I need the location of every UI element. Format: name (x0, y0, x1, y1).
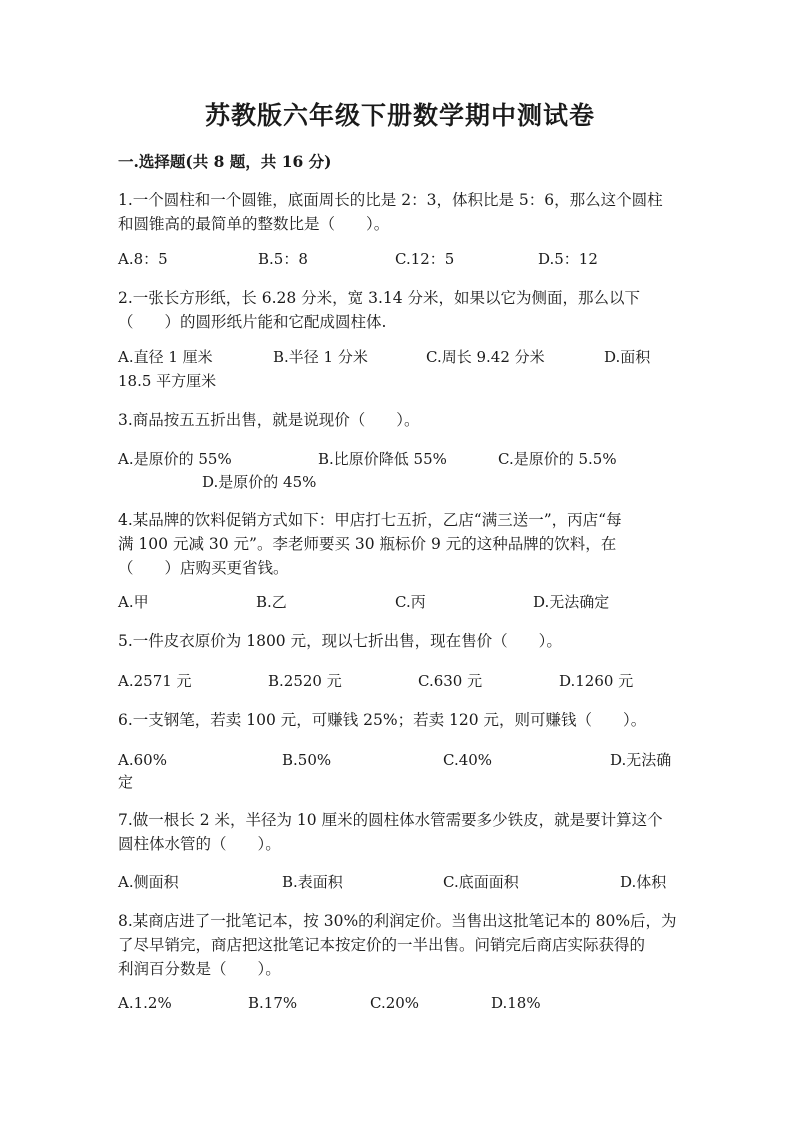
option-c[interactable]: C.是原价的 5.5% (498, 450, 617, 468)
question-5 (118, 629, 688, 653)
option-a[interactable]: A.侧面积 (118, 873, 179, 891)
question-7 (118, 808, 688, 856)
option-d[interactable]: D.无法确定 (533, 593, 610, 611)
option-d[interactable]: D.1260 元 (559, 672, 634, 690)
option-c[interactable]: C.丙 (395, 593, 426, 611)
option-b[interactable]: B.17% (248, 994, 298, 1012)
question-5-line-1: 5.一件皮衣原价为 1800 元，现以七折出售，现在售价（ ）。 (118, 632, 562, 650)
question-8-line-1: 8.某商店进了一批笔记本，按 30%的利润定价。当售出这批笔记本的 80%后，为 (118, 912, 677, 930)
question-1-line-1: 1.一个圆柱和一个圆锥，底面周长的比是 2：3，体积比是 5：6，那么这个圆柱 (118, 191, 663, 209)
option-d-continued: 定 (118, 773, 134, 791)
option-c[interactable]: C.40% (443, 751, 493, 769)
question-2-line-1: 2.一张长方形纸，长 6.28 分米，宽 3.14 分米，如果以它为侧面，那么以下 (118, 289, 641, 307)
option-d[interactable]: D.是原价的 45% (202, 473, 317, 491)
question-7-line-1: 7.做一根长 2 米，半径为 10 厘米的圆柱体水管需要多少铁皮，就是要计算这个 (118, 811, 663, 829)
option-b[interactable]: B.乙 (256, 593, 287, 611)
option-b[interactable]: B.50% (282, 751, 332, 769)
question-8 (118, 909, 688, 981)
option-b[interactable]: B.2520 元 (268, 672, 342, 690)
option-d[interactable]: D.无法确 (610, 751, 672, 769)
option-c[interactable]: C.周长 9.42 分米 (426, 348, 545, 366)
section-heading: 一.选择题(共 8 题，共 16 分) (118, 152, 332, 171)
option-b[interactable]: B.表面积 (282, 873, 343, 891)
question-3 (118, 408, 688, 432)
question-4-line-1: 4.某品牌的饮料促销方式如下：甲店打七五折，乙店“满三送一”，丙店“每 (118, 511, 622, 529)
question-3-options (118, 447, 688, 495)
option-a[interactable]: A.直径 1 厘米 (118, 348, 213, 366)
option-d[interactable]: D.5：12 (538, 250, 598, 268)
question-6-line-1: 6.一支钢笔，若卖 100 元，可赚钱 25%；若卖 120 元，则可赚钱（ ）。 (118, 711, 647, 729)
question-6-options (118, 748, 688, 796)
option-b[interactable]: B.比原价降低 55% (318, 450, 447, 468)
option-a[interactable]: A.是原价的 55% (118, 450, 232, 468)
option-c[interactable]: C.20% (370, 994, 420, 1012)
option-c[interactable]: C.底面面积 (443, 873, 519, 891)
option-b[interactable]: B.半径 1 分米 (273, 348, 368, 366)
question-8-line-2: 了尽早销完，商店把这批笔记本按定价的一半出售。问销完后商店实际获得的 (118, 936, 646, 954)
question-2 (118, 286, 688, 334)
question-2-line-2: （ ）的圆形纸片能和它配成圆柱体. (118, 313, 387, 331)
option-a[interactable]: A.2571 元 (118, 672, 192, 690)
option-d[interactable]: D.体积 (620, 873, 667, 891)
option-a[interactable]: A.甲 (118, 593, 149, 611)
question-4-line-3: （ ）店购买更省钱。 (118, 559, 289, 577)
option-a[interactable]: A.1.2% (118, 994, 172, 1012)
option-c[interactable]: C.630 元 (418, 672, 483, 690)
question-1 (118, 188, 688, 236)
question-3-line-1: 3.商品按五五折出售，就是说现价（ ）。 (118, 411, 420, 429)
option-b[interactable]: B.5：8 (258, 250, 308, 268)
question-4 (118, 508, 688, 580)
question-4-line-2: 满 100 元减 30 元”。李老师要买 30 瓶标价 9 元的这种品牌的饮料，在 (118, 535, 617, 553)
option-d-continued: 18.5 平方厘米 (118, 372, 217, 390)
option-a[interactable]: A.60% (118, 751, 167, 769)
option-d[interactable]: D.面积 (604, 348, 651, 366)
option-c[interactable]: C.12：5 (395, 250, 455, 268)
option-d[interactable]: D.18% (491, 994, 541, 1012)
question-2-options (118, 345, 688, 393)
question-1-line-2: 和圆锥高的最简单的整数比是（ ）。 (118, 215, 390, 233)
question-7-line-2: 圆柱体水管的（ ）。 (118, 835, 281, 853)
exam-title: 苏教版六年级下册数学期中测试卷 (204, 101, 595, 130)
question-6 (118, 708, 688, 732)
question-8-line-3: 利润百分数是（ ）。 (118, 960, 281, 978)
option-a[interactable]: A.8：5 (118, 250, 168, 268)
